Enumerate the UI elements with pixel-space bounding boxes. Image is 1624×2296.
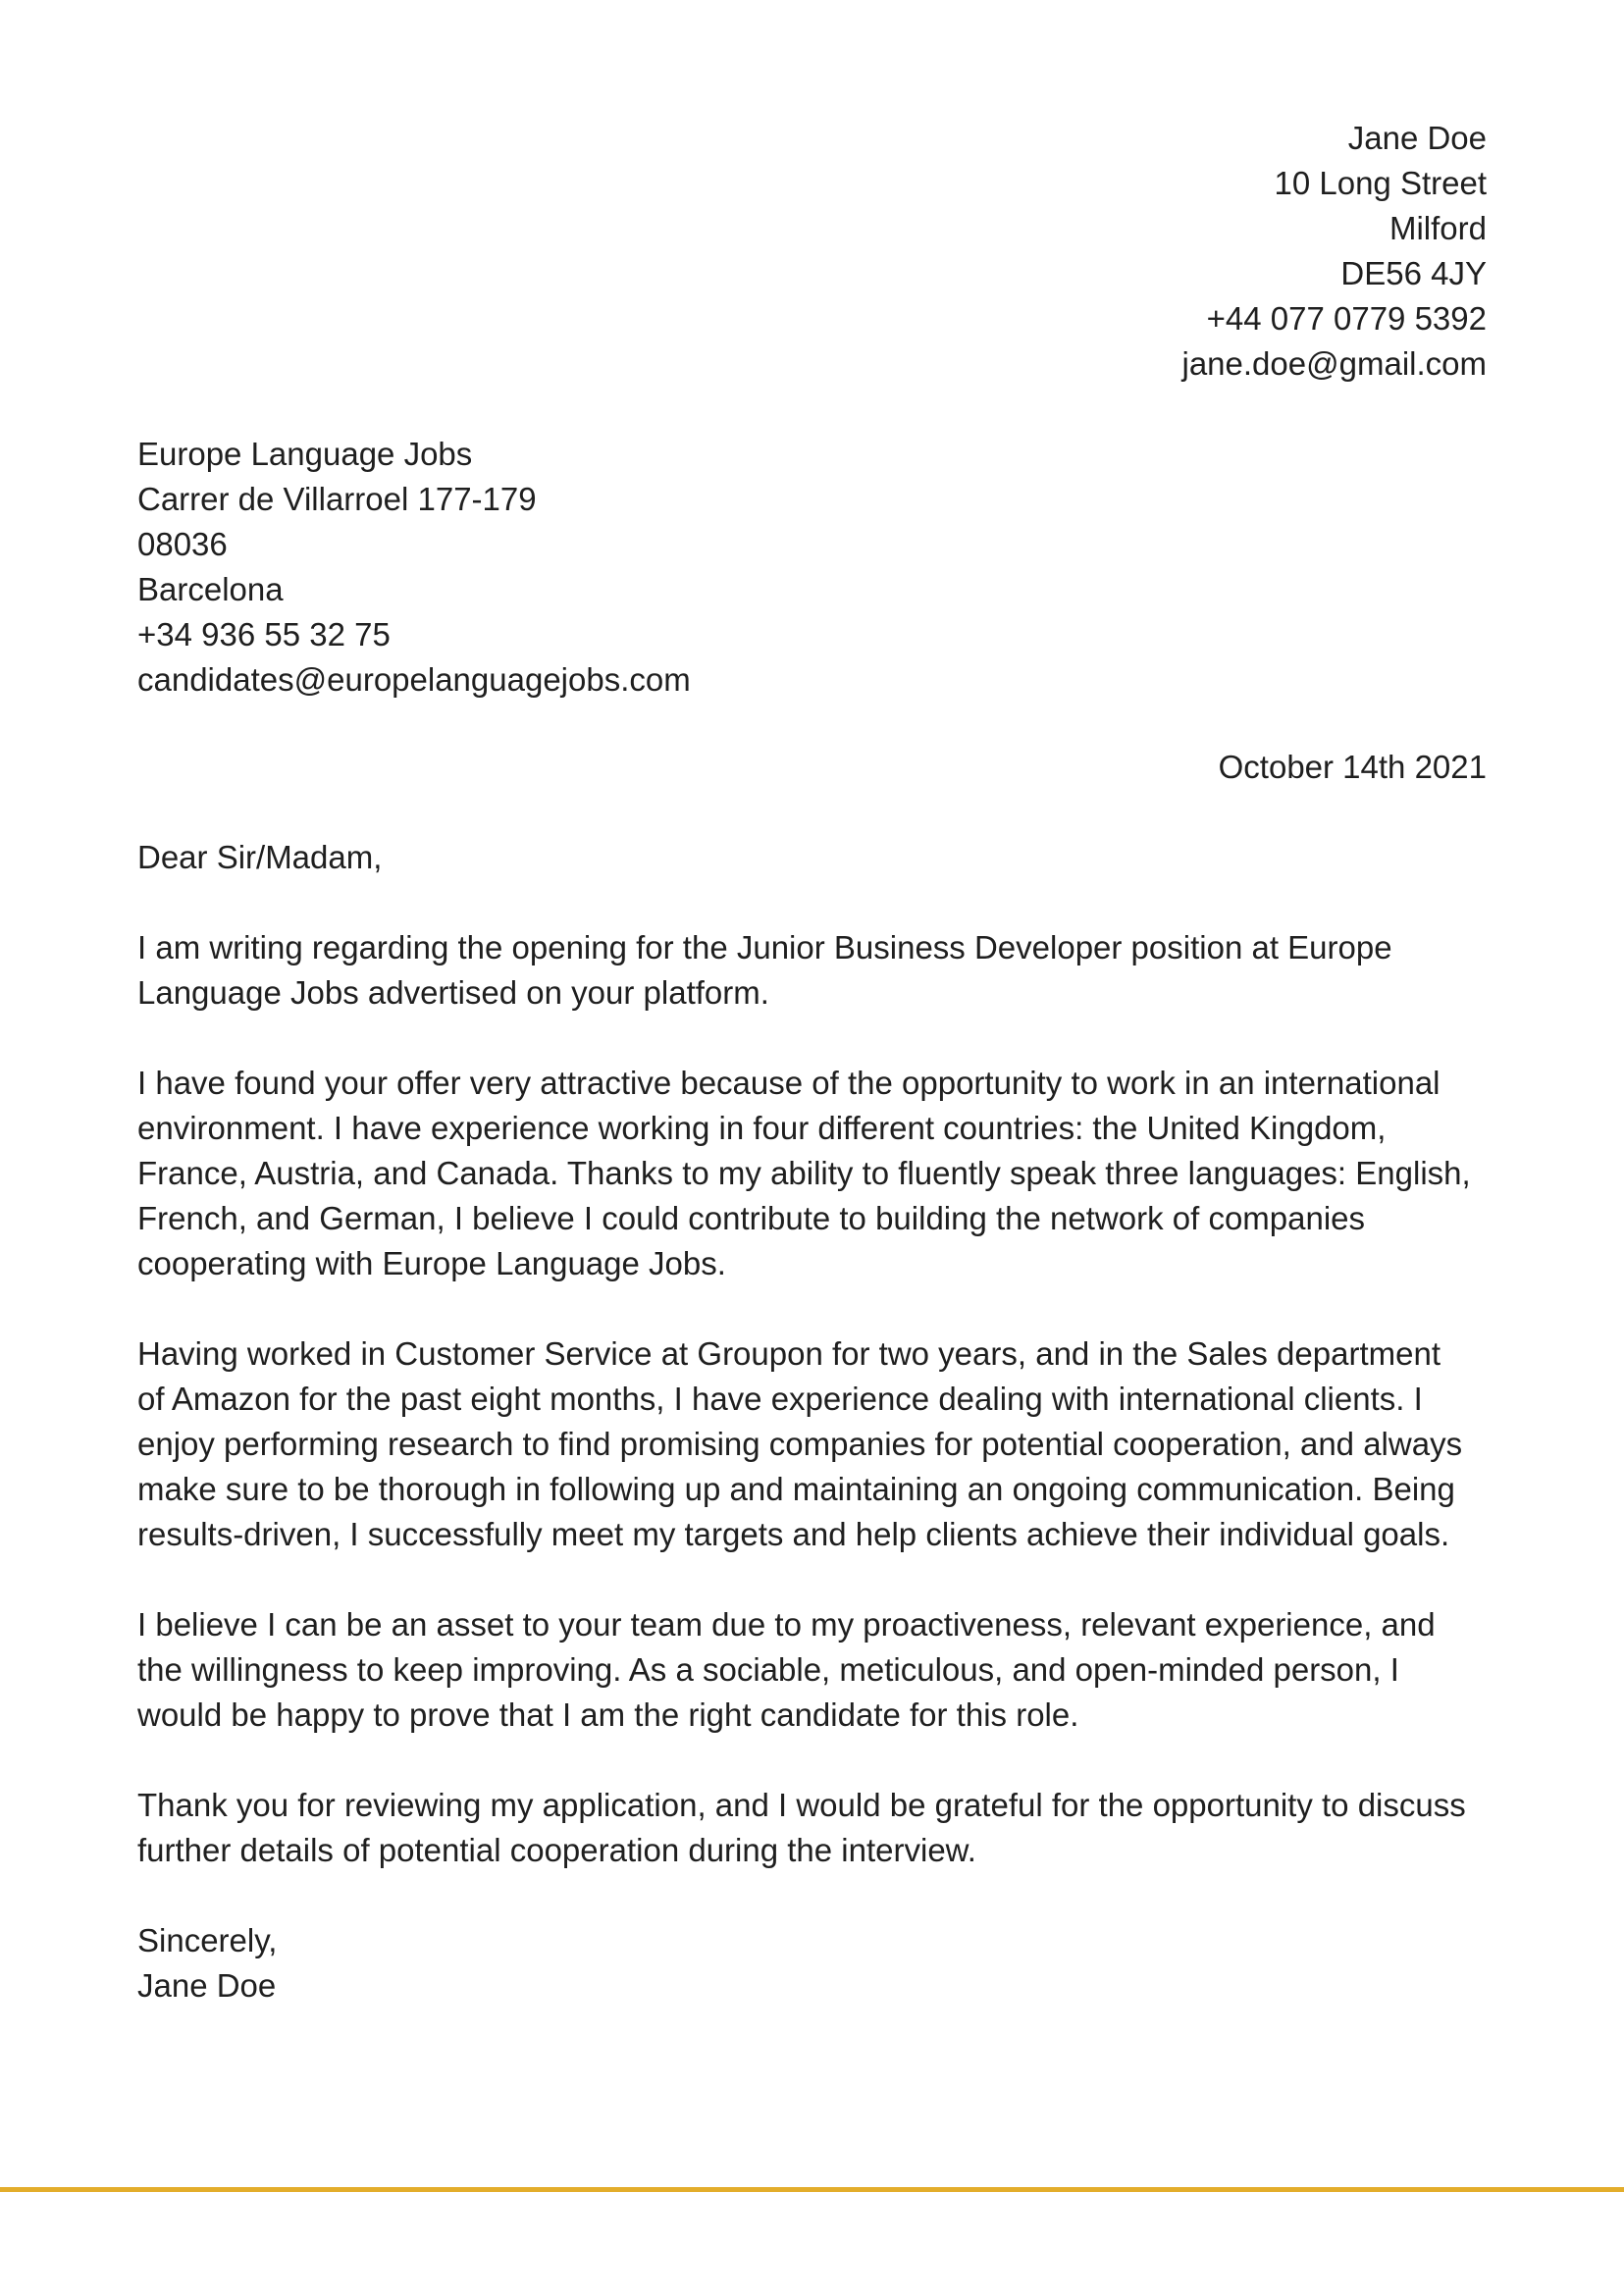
salutation: Dear Sir/Madam, (137, 839, 383, 875)
recipient-company: Europe Language Jobs (137, 436, 473, 472)
paragraph-line: Language Jobs advertised on your platform. (137, 974, 769, 1011)
paragraph-line: results-driven, I successfully meet my targets and help clients achieve their individual goals. (137, 1516, 1450, 1552)
paragraph-line: France, Austria, and Canada. Thanks to my ability to fluently speak three languages: English, (137, 1155, 1471, 1191)
paragraph-1 (137, 925, 1492, 1016)
letter-date: October 14th 2021 (1218, 749, 1487, 785)
sender-street: 10 Long Street (1274, 165, 1487, 201)
paragraph-5 (137, 1783, 1492, 1873)
valediction: Sincerely, (137, 1922, 278, 1958)
paragraph-line: French, and German, I believe I could contribute to building the network of companies (137, 1200, 1366, 1236)
recipient-city: Barcelona (137, 571, 284, 607)
paragraph-line: of Amazon for the past eight months, I have experience dealing with international clients. I (137, 1381, 1423, 1417)
paragraph-line: cooperating with Europe Language Jobs. (137, 1245, 726, 1281)
paragraph-line: Having worked in Customer Service at Groupon for two years, and in the Sales department (137, 1335, 1441, 1372)
recipient-phone: +34 936 55 32 75 (137, 616, 391, 652)
sender-city: Milford (1388, 210, 1487, 246)
sender-phone: +44 077 0779 5392 (1206, 300, 1487, 337)
paragraph-line: Thank you for reviewing my application, and I would be grateful for the opportunity to discuss (137, 1787, 1466, 1823)
sender-address-block (1182, 116, 1488, 387)
recipient-address-block (137, 432, 691, 703)
recipient-street: Carrer de Villarroel 177-179 (137, 481, 537, 517)
paragraph-line: enjoy performing research to find promising companies for potential cooperation, and always (137, 1426, 1463, 1462)
paragraph-line: I have found your offer very attractive because of the opportunity to work in an international (137, 1065, 1441, 1101)
paragraph-3 (137, 1331, 1492, 1557)
paragraph-line: the willingness to keep improving. As a sociable, meticulous, and open-minded person, I (137, 1651, 1399, 1688)
paragraph-line: environment. I have experience working in four different countries: the United Kingdom, (137, 1110, 1387, 1146)
sender-name: Jane Doe (1347, 120, 1487, 156)
paragraph-line: I believe I can be an asset to your team due to my proactiveness, relevant experience, and (137, 1606, 1436, 1643)
paragraph-line: would be happy to prove that I am the right candidate for this role. (137, 1696, 1079, 1733)
recipient-postcode: 08036 (137, 526, 228, 562)
closing-block (137, 1918, 1492, 2009)
paragraph-line: I am writing regarding the opening for the Junior Business Developer position at Europe (137, 929, 1392, 965)
sender-email: jane.doe@gmail.com (1181, 345, 1487, 382)
recipient-email: candidates@europelanguagejobs.com (137, 661, 691, 698)
paragraph-2 (137, 1061, 1492, 1286)
signature-name: Jane Doe (137, 1967, 277, 2004)
footer-accent-rule (0, 2187, 1624, 2192)
paragraph-line: make sure to be thorough in following up and maintaining an ongoing communication. Being (137, 1471, 1455, 1507)
paragraph-line: further details of potential cooperation during the interview. (137, 1832, 976, 1868)
paragraph-4 (137, 1602, 1492, 1738)
sender-postcode: DE56 4JY (1340, 255, 1487, 291)
